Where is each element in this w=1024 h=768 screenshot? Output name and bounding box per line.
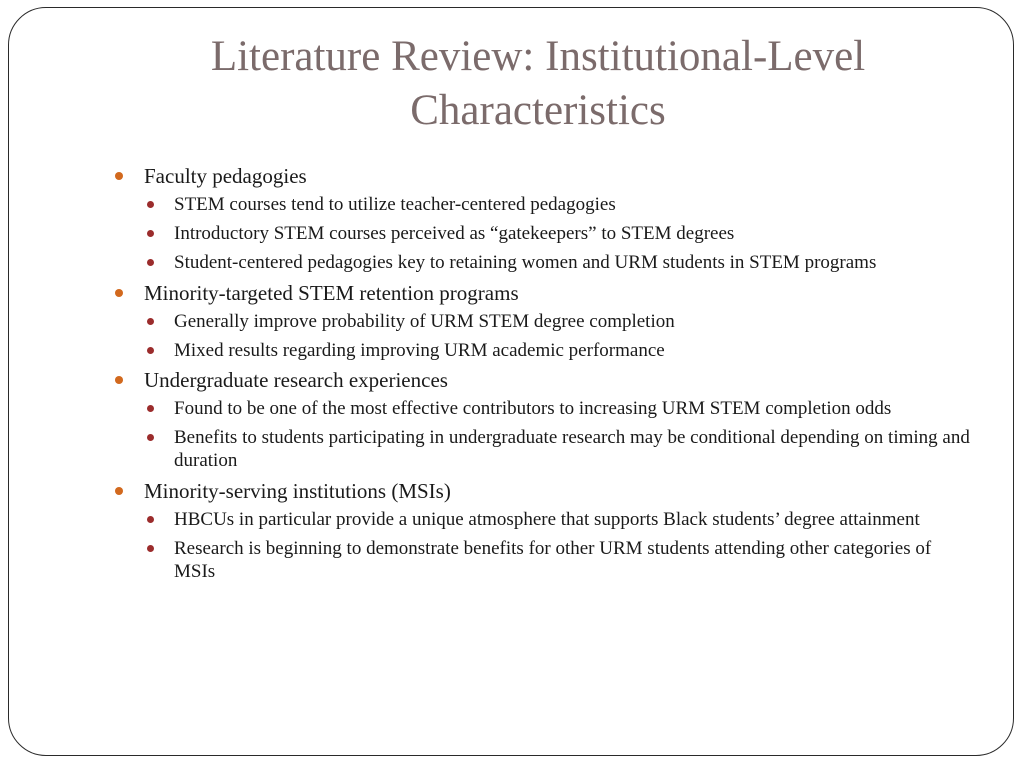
list-item <box>144 339 974 362</box>
section-faculty-pedagogies <box>114 164 974 274</box>
sub-bullet-dot-icon <box>147 434 154 441</box>
list-item <box>144 426 974 472</box>
bullet-dot-icon <box>115 289 123 297</box>
list-item-text: Student-centered pedagogies key to retaining women and URM students in STEM programs <box>174 252 877 273</box>
list-item-text: Found to be one of the most effective contributors to increasing URM STEM completion odds <box>174 398 892 419</box>
list-item-text: Introductory STEM courses perceived as “gatekeepers” to STEM degrees <box>174 223 735 244</box>
list-item-text: Mixed results regarding improving URM academic performance <box>174 340 665 361</box>
sub-bullet-dot-icon <box>147 230 154 237</box>
bullet-list <box>114 164 974 583</box>
section-undergraduate-research <box>114 368 974 472</box>
list-item <box>144 310 974 333</box>
sub-bullet-dot-icon <box>147 318 154 325</box>
sub-bullet-dot-icon <box>147 347 154 354</box>
section-heading: Undergraduate research experiences <box>144 368 448 392</box>
sub-bullet-dot-icon <box>147 405 154 412</box>
list-item <box>144 537 974 583</box>
slide-title <box>100 30 976 138</box>
list-item <box>144 397 974 420</box>
list-item <box>144 508 974 531</box>
slide-content <box>114 164 974 589</box>
section-retention-programs <box>114 281 974 362</box>
sub-bullet-dot-icon <box>147 259 154 266</box>
list-item <box>144 193 974 216</box>
section-heading: Faculty pedagogies <box>144 164 307 188</box>
bullet-dot-icon <box>115 376 123 384</box>
section-msis <box>114 479 974 583</box>
sub-bullet-list <box>144 508 974 583</box>
sub-bullet-list <box>144 193 974 274</box>
list-item-text: Research is beginning to demonstrate benefits for other URM students attending other categories of MSIs <box>174 538 932 582</box>
list-item <box>144 251 974 274</box>
sub-bullet-dot-icon <box>147 545 154 552</box>
list-item-text: Benefits to students participating in undergraduate research may be conditional depending on timing and duration <box>174 427 970 471</box>
slide-title-line-1: Literature Review: Institutional-Level <box>210 33 866 80</box>
sub-bullet-list <box>144 310 974 362</box>
list-item-text: Generally improve probability of URM STEM degree completion <box>174 311 675 332</box>
sub-bullet-list <box>144 397 974 472</box>
section-heading: Minority-serving institutions (MSIs) <box>144 479 451 503</box>
list-item-text: STEM courses tend to utilize teacher-centered pedagogies <box>174 194 616 215</box>
slide-title-line-2: Characteristics <box>410 87 666 134</box>
list-item <box>144 222 974 245</box>
list-item-text: HBCUs in particular provide a unique atmosphere that supports Black students’ degree attainment <box>174 509 920 530</box>
bullet-dot-icon <box>115 487 123 495</box>
sub-bullet-dot-icon <box>147 516 154 523</box>
bullet-dot-icon <box>115 172 123 180</box>
section-heading: Minority-targeted STEM retention programs <box>144 281 519 305</box>
sub-bullet-dot-icon <box>147 201 154 208</box>
